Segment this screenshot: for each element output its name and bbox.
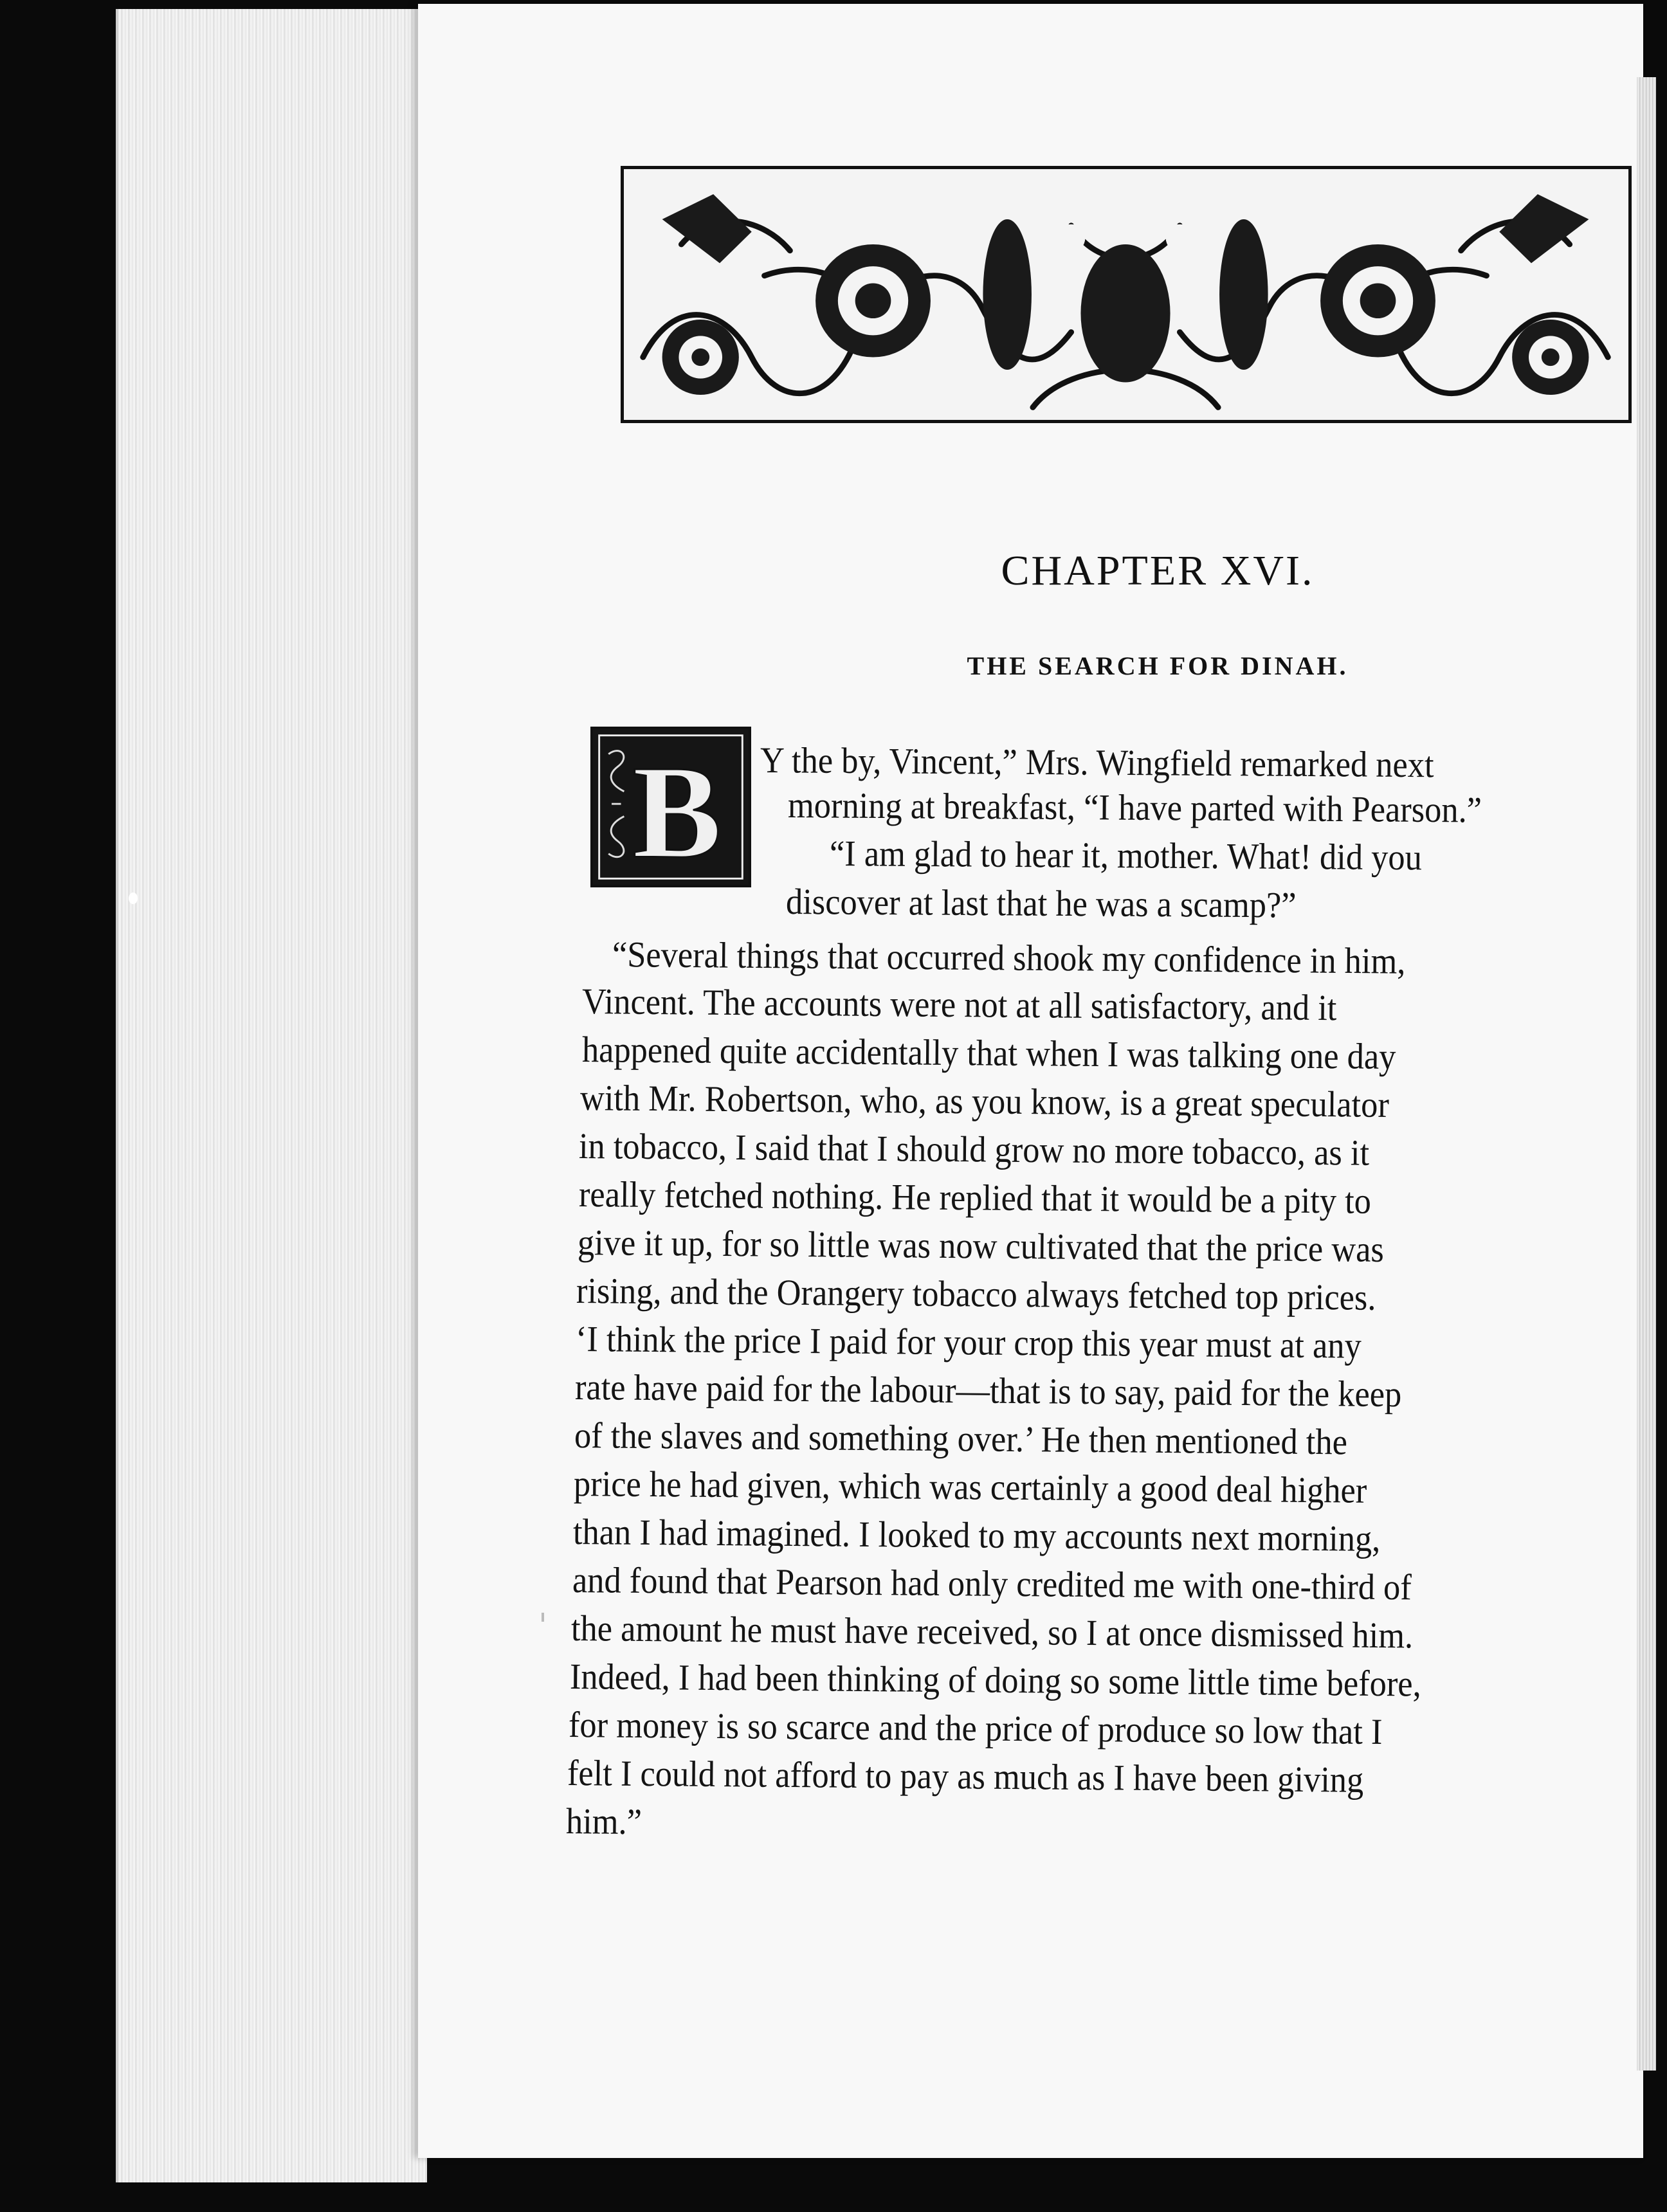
- scan-speck: [129, 893, 138, 904]
- text-line: really fetched nothing. He replied that it would be a pity to: [578, 1174, 1372, 1222]
- text-line: give it up, for so little was now cultivated that the price was: [577, 1222, 1385, 1270]
- text-line: the amount he must have received, so I at once dismissed him.: [570, 1608, 1414, 1656]
- text-line: than I had imagined. I looked to my accounts next morning,: [572, 1512, 1381, 1559]
- text-line: morning at breakfast, “I have parted with Pearson.”: [787, 785, 1482, 831]
- text-line: felt I could not afford to pay as much as I have been giving: [567, 1753, 1364, 1800]
- text-line: Indeed, I had been thinking of doing so some little time before,: [569, 1656, 1422, 1705]
- text-line: rate have paid for the labour—that is to say, paid for the keep: [574, 1367, 1402, 1415]
- text-line: him.”: [565, 1801, 642, 1843]
- decorative-headpiece: [621, 166, 1632, 423]
- scan-mark: [542, 1613, 544, 1622]
- text-line: of the slaves and something over.’ He then mentioned the: [574, 1415, 1348, 1463]
- chapter-title: CHAPTER XVI.: [1001, 547, 1315, 594]
- chapter-subtitle: THE SEARCH FOR DINAH.: [967, 651, 1349, 680]
- text-line: for money is so scarce and the price of produce so low that I: [568, 1705, 1383, 1753]
- text-line: in tobacco, I said that I should grow no more tobacco, as it: [578, 1126, 1370, 1174]
- text-line: price he had given, which was certainly a good deal higher: [573, 1464, 1367, 1511]
- drop-cap: [590, 727, 751, 887]
- text-line: discover at last that he was a scamp?”: [785, 882, 1297, 926]
- text-line: and found that Pearson had only credited me with one-third of: [572, 1560, 1412, 1608]
- text-line: ‘I think the price I paid for your crop this year must at any: [575, 1319, 1362, 1366]
- text-line: happened quite accidentally that when I was talking one day: [581, 1029, 1396, 1078]
- drop-cap-letter: B: [632, 738, 722, 885]
- text-line: “I am glad to hear it, mother. What! did you: [829, 833, 1423, 878]
- page-edges: [116, 9, 427, 2182]
- text-line: rising, and the Orangery tobacco always fetched top prices.: [576, 1271, 1376, 1318]
- right-page-edges: [1637, 77, 1656, 2071]
- text-line: Vincent. The accounts were not at all satisfactory, and it: [581, 981, 1337, 1029]
- text-line: with Mr. Robertson, who, as you know, is a great speculator: [579, 1078, 1390, 1125]
- text-line: Y the by, Vincent,” Mrs. Wingfield remarked next: [760, 740, 1434, 786]
- text-line: “Several things that occurred shook my confidence in him,: [612, 934, 1406, 982]
